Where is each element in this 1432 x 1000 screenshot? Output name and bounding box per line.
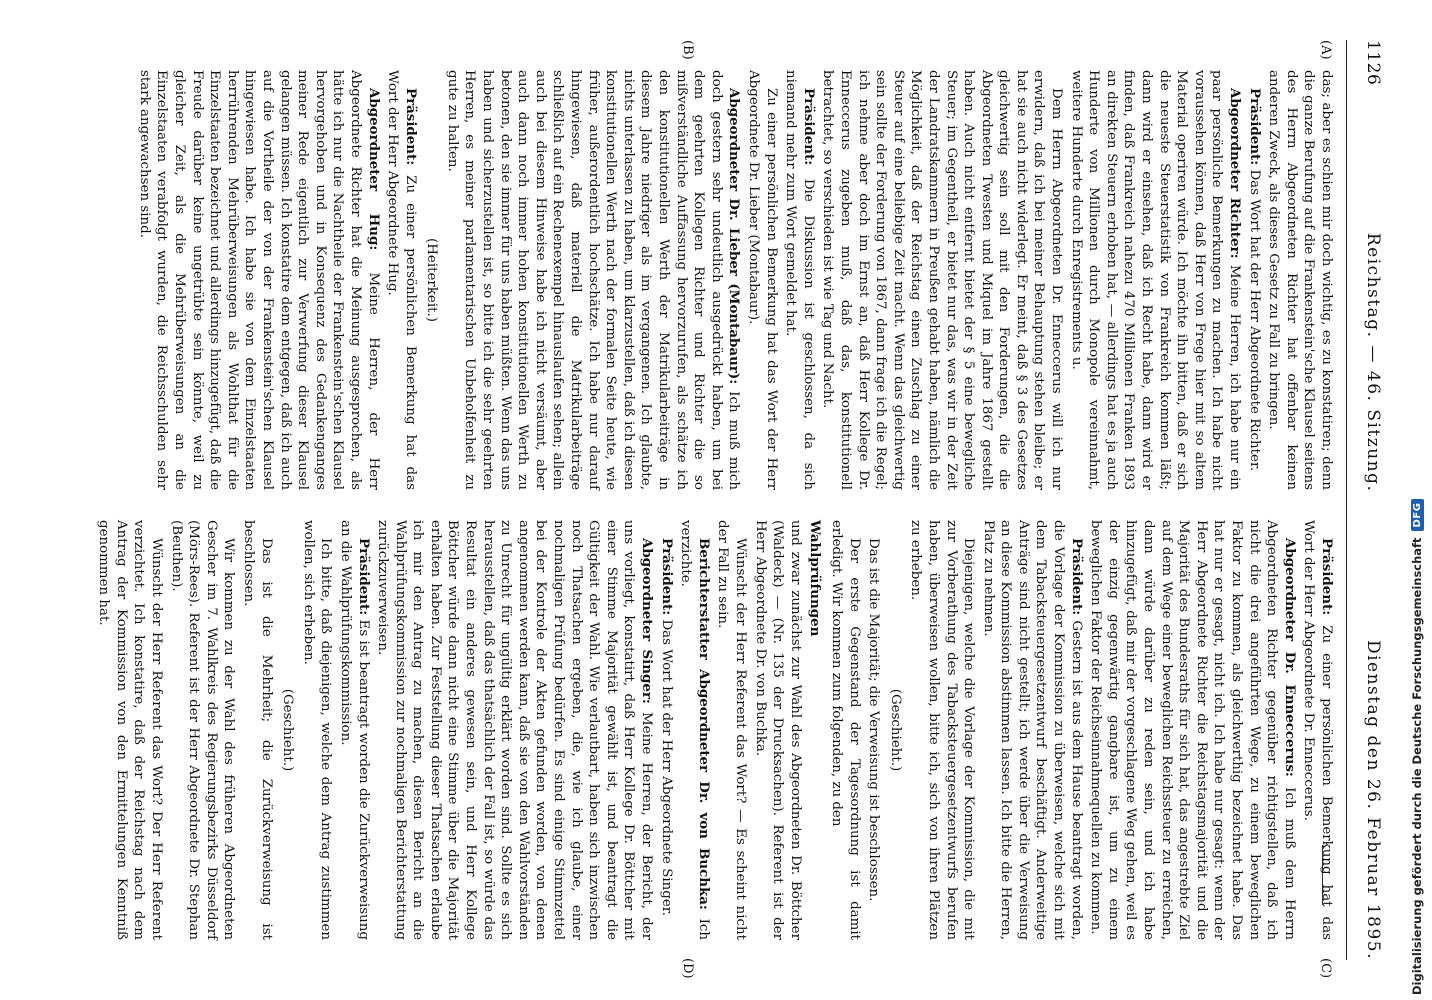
digitization-credit	[1410, 499, 1424, 995]
paragraph-text: Diejenigen, welche die Vorlage der Kommission, die mit zur Vorberathung des Tabacksteuergesetzentwurfs berufen haben, überweisen wollen, bitte ich, sich von ihren Plätzen zu erheben.	[908, 520, 977, 940]
paragraph	[167, 520, 237, 940]
right-column	[15, 520, 1335, 940]
paragraph-text: (Heiterkeit.)	[424, 238, 440, 322]
paragraph-text: Meine Herren, der Bericht, der uns vorliegt, konstatirt, daß Herr Kollege Dr. Böttcher mit einer Stimme Majorität gewählt ist, und beantragt die Gültigkeit der Wahl. Wie verlautbart, haben sich inzwischen noch Thatsachen ergeben, die, wie ich glaube, einer nochmaligen Prüfung bedürfen. Es sind einige Stimmzettel bei der Kontrole der Akten gefunden worden, von denen angenommen werden kann, daß sie von den Wahlvorständen zu Unrecht für ungültig erklärt worden sind. Sollte es sich herausstellen, daß das thatsächlich der Fall ist, so würde das Resultat ein anderes gewesen sein, und Herr Kollege Böttcher würde dann nicht eine Stimme über die Majorität erhalten haben. Zur Feststellung dieser Thatsachen erlaube ich mir den Antrag zu machen, diesen Bericht an die Wahlprüfungskommission zur nochmaligen Berichterstattung zurückzuverweisen.	[375, 520, 655, 940]
speaker-name: Abgeordneter Singer:	[639, 538, 656, 704]
page-number: 1126	[1363, 40, 1383, 86]
speech-paragraph	[135, 70, 381, 490]
dfg-logo: DFG	[1411, 499, 1424, 532]
paragraph-text: (Geschieht.)	[887, 688, 903, 772]
paragraph	[239, 520, 274, 940]
stage-direction	[423, 70, 441, 490]
speech-paragraph	[1087, 520, 1298, 940]
speech-paragraph	[1067, 70, 1243, 490]
paragraph	[751, 520, 804, 940]
paragraph	[95, 520, 165, 940]
paragraph-text: Wir kommen zu der Wahl des früheren Abgeordneten Gescher im 7. Wahlkreis des Regierungsbezirks Düsseldorf (Mörs-Rees). Referent ist der Herr Abgeordnete Dr. Stephan (Beuthen).	[168, 520, 237, 940]
speaker-name: Präsident:	[402, 88, 419, 166]
paragraph-text: Zu einer persönlichen Bemerkung hat das Wort der Herr Abgeordnete Dr. Lieber (Montabaur).	[746, 70, 779, 490]
paragraph-text: Das ist die Majorität; die Verweisung ist beschlossen.	[866, 538, 882, 902]
running-head	[1347, 40, 1383, 960]
paragraph-text: Die Diskussion ist geschlossen, da sich niemand mehr zum Wort gemeldet hat.	[783, 70, 816, 490]
paragraph-text: Dem Herrn Abgeordneten Dr. Enneccerus will ich nur erwidern, daß ich bei meiner Behauptung stehen bleibe; er hat sie auch nicht widerlegt. Er meint, daß § 3 des Gesetzes gleichwertig sein soll mit den Forderungen, die die Abgeordneten Twesten und Miquel im Jahre 1867 gestellt haben. Auch nicht entfernt bietet der § 5 eine bewegliche Steuer; im Gegentheil, er bietet nur das, was wir in der Zeit der Landratskammern in Preußen gehabt haben, nämlich die Möglichkeit, daß der Reichstag einen Zuschlag zu einer Steuer auf eine beliebige Zeit macht. Wenn das gleichwertig sein sollte der Forderung von 1867, dann frage ich die Regel; ich nehme aber doch im Ernst an, daß Herr Kollege Dr. Enneccerus zugeben muß, daß das, konstitutionell betrachtet, so verschieden ist wie Tag und Nacht.	[820, 70, 1065, 490]
paragraph	[819, 70, 1065, 490]
speech-paragraph	[1245, 70, 1263, 490]
paragraph-text: Der erste Gegenstand der Tagesordnung ist damit erledigt. Wir kommen zum folgenden, zu den	[828, 520, 862, 940]
speech-paragraph	[782, 70, 817, 490]
credit-text: Digitalisierung gefördert durch die Deutsche Forschungsgemeinschaft	[1410, 537, 1424, 995]
speaker-name: Abgeordneter Dr. Lieber (Montabaur):	[726, 88, 743, 385]
header-rule	[1346, 40, 1347, 960]
speech-paragraph	[657, 520, 675, 940]
paragraph	[907, 520, 977, 940]
running-head-date: Dienstag den 26. Februar 1895.	[1363, 639, 1383, 960]
speaker-name: Präsident:	[355, 538, 372, 616]
left-column	[15, 70, 1335, 490]
paragraph-text: Meine Herren, ich habe nur ein paar persönliche Bemerkungen zu machen. Ich habe nicht voraussehen können, daß Herr von Frege hier mit so altem Material operiren würde. Ich möchte ihn bitten, daß er sich die neueste Steuerstatistik von Frankreich kommen läßt; dann wird er einsehen, daß ich Recht habe, dann wird er finden, daß Frankreich nahezu 470 Millionen Franken 1893 an direkten Steuern erhoben hat, — allerdings hat es ja auch Hunderte von Millionen durch Monopole vereinnahmt, weitere Hunderte durch Enregistrements u.	[1068, 70, 1243, 490]
paragraph	[299, 520, 334, 940]
margin-marker-b: (B)	[680, 40, 695, 60]
paragraph-text: Wünscht der Herr Referent das Wort? — Es scheint nicht der Fall zu sein.	[715, 520, 748, 940]
speech-paragraph	[677, 520, 712, 940]
speech-paragraph	[1300, 520, 1335, 940]
speaker-name: Abgeordneter Richter:	[1227, 88, 1244, 259]
margin-marker-c: (C)	[1318, 958, 1333, 979]
paragraph-text: Wahlprüfungen	[807, 520, 824, 637]
paragraph	[827, 520, 862, 940]
margin-marker-a: (A)	[1318, 40, 1333, 60]
speaker-name: Präsident:	[1068, 538, 1085, 616]
speech-paragraph	[336, 520, 371, 940]
speaker-name: Präsident:	[800, 88, 817, 166]
speaker-name: Abgeordneter Dr. Enneccerus:	[1281, 538, 1298, 777]
paragraph-text: Ich muß mich doch gestern sehr undeutlich ausgedrückt haben, um bei dem geehrten Kollegen Richter und Richter die so mißverständliche Auffassung hervorzurufen, als schätze ich den konstitutionellen Werth der Matrikularbeiträge in diesem Jahre niedriger als im vergangenen. Ich glaubte, nichts unterlassen zu haben, um klarzustellen, daß ich diesen konstitutionellen Werth nach der formalen Seite heute, wie früher, außerordentlich hochschätze. Ich habe nur darauf hingewiesen, daß materiell die Matrikularbeiträge schließlich auf ein Rechenexempel hinauslaufen sehen; allein auch bei diesem Hinweise habe ich nicht versäumt, aber auch dann noch immer hohen konstitutionellen Werth zu betonen, den sie immer für uns haben müßten. Wenn das uns haben und sicherzustellen ist, so bitte ich die sehr geehrten Herren, es meiner parlamentarischen Unbeholfenheit zu gute zu halten.	[444, 70, 742, 490]
paragraph-text: Ich muß dem Herrn Abgeordneten Richter gegenüber richtigstellen, daß ich nicht die drei angeführten Wege, zu einem beweglichen Faktor zu kommen, als gleichwerthig bezeichnet habe. Das hat nur er gesagt, nicht ich. Ich habe nur gesagt: wenn der Herr Abgeordnete Richter die Reichstagsmajorität und die Majorität des Bundesraths für sich hat, das angestrebte Ziel auf dem Wege einer beweglichen Reichssteuer zu erreichen, dann würde darüber zu reden sein, und ich habe hinzugefügt, daß mir der vorgeschlagene Weg gehen, weil es der einzig gegenwärtig gangbare ist, um zu einem beweglichen Faktor der Reichseinnahmequellen zu kommen.	[1088, 520, 1297, 941]
paragraph-text: Zu einer persönlichen Bemerkung hat das Wort der Herr Abgeordnete Dr. Enneccerus.	[1301, 520, 1334, 940]
stage-direction	[279, 520, 297, 940]
stage-direction	[886, 520, 904, 940]
paragraph-text: Das Wort hat der Herr Abgeordnete Richter.	[1246, 165, 1262, 472]
paragraph-text: (Geschieht.)	[280, 688, 296, 772]
speaker-name: Präsident:	[658, 538, 675, 616]
paragraph-text: und zwar zunächst zur Wahl des Abgeordneten Dr. Böttcher (Waldeck) — (Nr. 135 der Drucksachen). Referent ist der Herr Abgeordnete Dr. von Buchka.	[752, 520, 803, 940]
speaker-name: Berichterstatter Abgeordneter Dr. von Buchka:	[695, 538, 712, 910]
paragraph	[1265, 70, 1335, 490]
margin-marker-d: (D)	[680, 958, 695, 979]
paragraph-text: Das Wort hat der Herr Abgeordnete Singer.	[658, 615, 674, 916]
paragraph-text: Meine Herren, der Herr Abgeordnete Richter hat die Meinung ausgesprochen, als hätte ich nur die Nachtheile der Frankenstein'schen Klausel hervorgehoben und in Konsequenz des Gedankenganges meiner Rede eigentlich zur Verwerfung dieser Klausel gelangen müssen. Ich konstatire dem entgegen, daß ich auch auf die Vortheile der von der Frankenstein'schen Klausel hingewiesen habe. Ich habe sie von dem Einzelstaaten herrührenden Mehrüberweisungen als Wohlthat für die Einzelstaaten bezeichnet und allerdings hinzugefügt, daß die Freude darüber keine ungetrübte sein könnte, weil zu gleicher Zeit, als die Mehrüberweisungen an die Einzelstaaten verabfolgt wurden, die Reichsschulden sehr stark angewachsen sind.	[136, 70, 381, 490]
paragraph-text: Es ist beantragt worden die Zurückverweisung an die Wahlprüfungskommission.	[337, 520, 371, 940]
paragraph	[714, 520, 749, 940]
paragraph-text: Wünscht der Herr Referent das Wort? Der Herr Referent verzichtet. Ich konstatire, daß der Reichstag nach dem Antrag der Kommission von den Ermittelungen Kenntniß genommen hat.	[96, 520, 164, 940]
speech-paragraph	[443, 70, 742, 490]
scanned-page	[5, 0, 1405, 1000]
speech-paragraph	[979, 520, 1085, 940]
paragraph	[744, 70, 779, 490]
speaker-name: Präsident:	[1319, 538, 1335, 616]
section-heading	[806, 520, 824, 940]
speaker-name: Präsident:	[1246, 88, 1263, 166]
speech-paragraph	[384, 70, 419, 490]
paragraph-text: Gestern ist aus dem Hause beantragt worden, die Vorlage der Kommission zu überweisen, welche sich mit dem Tabacksteuergesetzentwurf beschäftigt. Anderweitige Anträge sind nicht gestellt; ich werde über die Verweisung an diese Kommission abstimmen lassen. Ich bitte die Herren, Platz zu nehmen.	[980, 520, 1084, 940]
paragraph-text: Das ist die Mehrheit; die Zurückverweisung ist beschlossen.	[240, 520, 274, 940]
paragraph	[865, 520, 883, 940]
paragraph-text: das; aber es schien mir doch wichtig, es zu konstatiren; denn die ganze Berufung auf die Frankenstein'sche Klausel seitens des Herrn Abgeordneten Richter hat offenbar keinen anderen Zweck, als dieses Gesetz zu Fall zu bringen.	[1266, 70, 1334, 490]
paragraph-text: Ich bitte, daß diejenigen, welche dem Antrag zustimmen wollen, sich erheben.	[300, 520, 334, 940]
running-head-left: Reichstag. — 46. Sitzung.	[1363, 232, 1383, 493]
paragraph-text: Zu einer persönlichen Bemerkung hat das Wort der Herr Abgeordnete Hug.	[385, 70, 418, 490]
paragraph-text: Ich verzichte.	[678, 520, 711, 940]
speaker-name: Abgeordneter Hug:	[365, 88, 382, 251]
speech-paragraph	[374, 520, 656, 940]
